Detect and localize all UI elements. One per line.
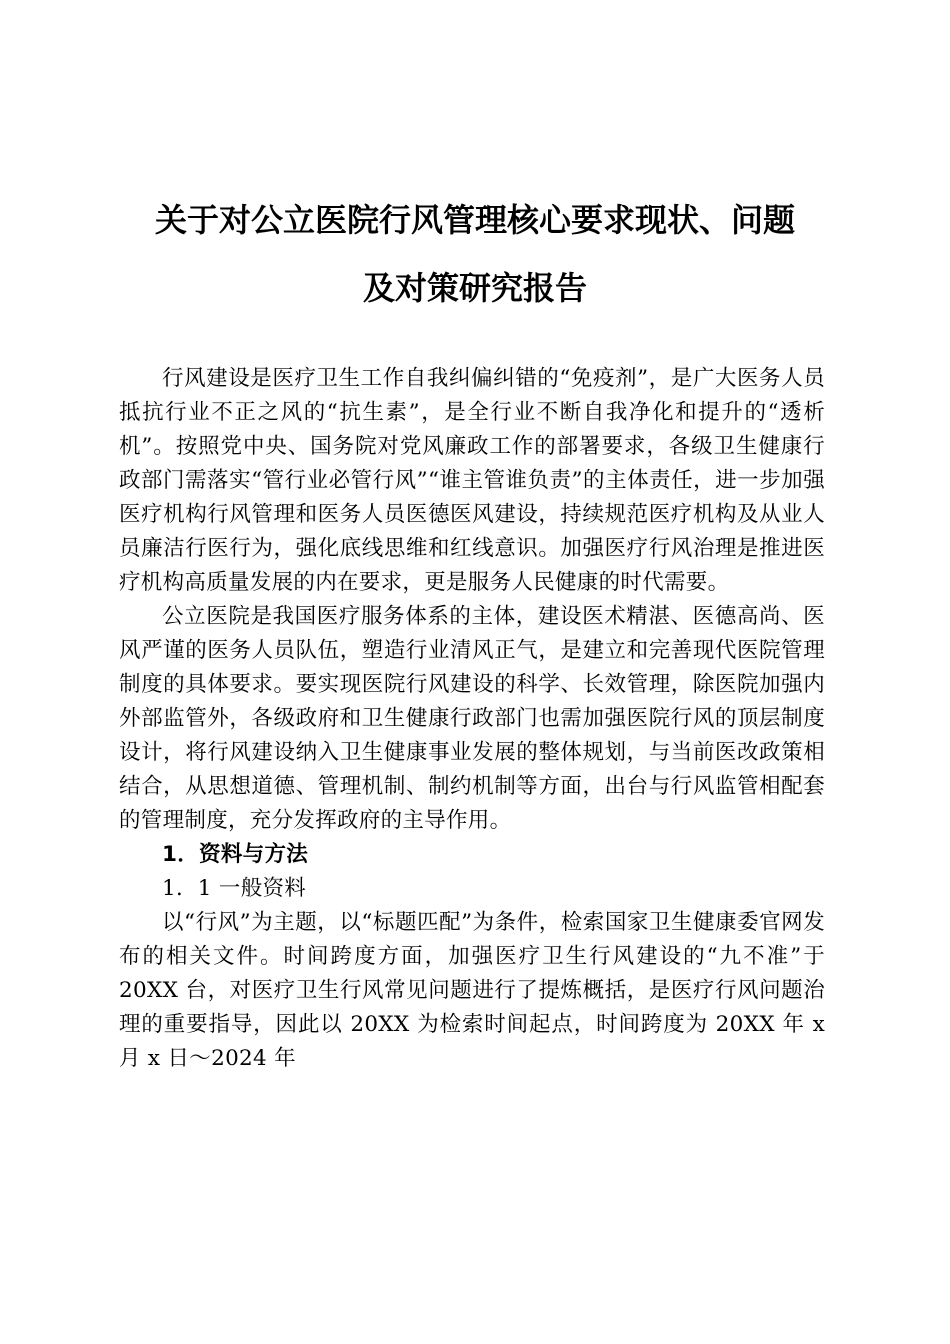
section-heading-1: 1．资料与方法 [162, 842, 309, 867]
document-title-line-2: 及对策研究报告 [362, 269, 587, 307]
body-paragraph-1: 行风建设是医疗卫生工作自我纠偏纠错的“免疫剂”，是广大医务人员抵抗行业不正之风的“抗生素”，是全行业不断自我净化和提升的“透析机”。按照党中央、国务院对党风廉政工作的部署要求，各级卫生健康行政部门需落实“管行业必管行风”“谁主管谁负责”的主体责任，进一步加强医疗机构行风管理和医务人员医德医风建设，持续规范医疗机构及从业人员廉洁行医行为，强化底线思维和红线意识。加强医疗行风治理是推进医疗机构高质量发展的内在要求，更是服务人民健康的时代需要。 [119, 366, 825, 595]
subsection-heading-1-1: 1．1 一般资料 [162, 876, 307, 901]
body-paragraph-2: 公立医院是我国医疗服务体系的主体，建设医术精湛、医德高尚、医风严谨的医务人员队伍，塑造行业清风正气，是建立和完善现代医院管理制度的具体要求。要实现医院行风建设的科学、长效管理，除医院加强内外部监管外，各级政府和卫生健康行政部门也需加强医院行风的顶层制度设计，将行风建设纳入卫生健康事业发展的整体规划，与当前医改政策相结合，从思想道德、管理机制、制约机制等方面，出台与行风监管相配套的管理制度，充分发挥政府的主导作用。 [119, 604, 825, 833]
document-body [119, 362, 825, 1076]
document-title-line-1: 关于对公立医院行风管理核心要求现状、问题 [154, 201, 795, 239]
body-paragraph-3: 以“行风”为主题，以“标题匹配”为条件，检索国家卫生健康委官网发布的相关文件。时间跨度方面，加强医疗卫生行风建设的“九不准”于 20XX 台，对医疗卫生行风常见问题进行了提炼概括，是医疗行风问题治理的重要指导，因此以 20XX 为检索时间起点，时间跨度为 20XX 年 x 月 x 日～2024 年 [119, 910, 825, 1071]
